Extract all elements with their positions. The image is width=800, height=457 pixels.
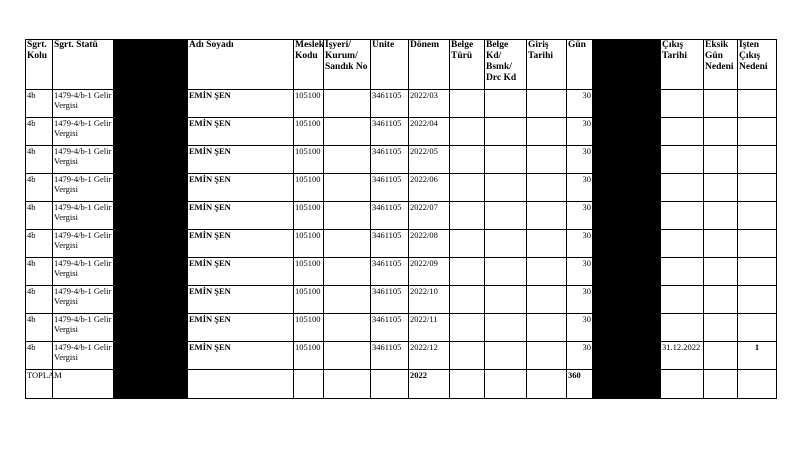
cell-meslek-kodu: 105100: [294, 118, 324, 146]
cell-eksik-gun: [704, 314, 738, 342]
cell-meslek-kodu: 105100: [294, 230, 324, 258]
total-cell: [661, 370, 704, 399]
redacted-header: [593, 40, 661, 90]
table-row: [26, 174, 777, 202]
cell-isten-cikis: [738, 202, 777, 230]
cell-sgrt-kolu: 4b: [26, 230, 53, 258]
cell-sgrt-kolu: 4b: [26, 258, 53, 286]
cell-giris-tarihi: [527, 342, 567, 370]
cell-isyeri: [324, 314, 371, 342]
cell-sgrt-kolu: 4b: [26, 286, 53, 314]
cell-cikis-tarihi: [661, 118, 704, 146]
total-row: [26, 370, 777, 399]
cell-cikis-tarihi: [661, 202, 704, 230]
cell-belge-kd: [485, 314, 527, 342]
cell-sgrt-statu: 1479-4/b-1 Gelir Vergisi: [53, 174, 114, 202]
table-row: [26, 258, 777, 286]
cell-isten-cikis: [738, 174, 777, 202]
cell-donem: 2022/07: [409, 202, 450, 230]
cell-belge-kd: [485, 342, 527, 370]
cell-gun: 30: [567, 202, 593, 230]
cell-isyeri: [324, 174, 371, 202]
cell-meslek-kodu: 105100: [294, 174, 324, 202]
cell-cikis-tarihi: [661, 146, 704, 174]
redacted-cell: [593, 258, 661, 286]
cell-adi-soyadi: EMİN ŞEN: [188, 174, 294, 202]
total-cell: [371, 370, 409, 399]
cell-cikis-tarihi: [661, 174, 704, 202]
table-row: [26, 286, 777, 314]
cell-isyeri: [324, 342, 371, 370]
cell-donem: 2022/12: [409, 342, 450, 370]
cell-giris-tarihi: [527, 90, 567, 118]
cell-isten-cikis: 1: [738, 342, 777, 370]
cell-gun: 30: [567, 258, 593, 286]
cell-belge-turu: [450, 314, 485, 342]
cell-isten-cikis: [738, 286, 777, 314]
cell-donem: 2022/10: [409, 286, 450, 314]
cell-isyeri: [324, 258, 371, 286]
cell-donem: 2022/11: [409, 314, 450, 342]
cell-adi-soyadi: EMİN ŞEN: [188, 202, 294, 230]
total-year: 2022: [409, 370, 450, 399]
cell-adi-soyadi: EMİN ŞEN: [188, 258, 294, 286]
redacted-cell: [593, 118, 661, 146]
cell-eksik-gun: [704, 342, 738, 370]
header-meslek-kodu: Meslek Kodu: [294, 40, 324, 90]
cell-meslek-kodu: 105100: [294, 90, 324, 118]
cell-donem: 2022/06: [409, 174, 450, 202]
header-gun: Gün: [567, 40, 593, 90]
cell-isten-cikis: [738, 118, 777, 146]
redacted-cell: [593, 174, 661, 202]
cell-adi-soyadi: EMİN ŞEN: [188, 146, 294, 174]
table-row: [26, 314, 777, 342]
cell-cikis-tarihi: [661, 258, 704, 286]
cell-belge-kd: [485, 258, 527, 286]
cell-belge-kd: [485, 286, 527, 314]
redacted-cell: [593, 146, 661, 174]
cell-isten-cikis: [738, 146, 777, 174]
cell-sgrt-statu: 1479-4/b-1 Gelir Vergisi: [53, 202, 114, 230]
cell-sgrt-kolu: 4b: [26, 202, 53, 230]
cell-giris-tarihi: [527, 118, 567, 146]
total-cell: [704, 370, 738, 399]
cell-gun: 30: [567, 230, 593, 258]
cell-gun: 30: [567, 118, 593, 146]
header-row: [26, 40, 777, 90]
redacted-cell: [114, 258, 188, 286]
cell-meslek-kodu: 105100: [294, 342, 324, 370]
cell-cikis-tarihi: [661, 90, 704, 118]
cell-meslek-kodu: 105100: [294, 314, 324, 342]
cell-giris-tarihi: [527, 146, 567, 174]
cell-adi-soyadi: EMİN ŞEN: [188, 342, 294, 370]
cell-eksik-gun: [704, 118, 738, 146]
cell-sgrt-statu: 1479-4/b-1 Gelir Vergisi: [53, 342, 114, 370]
table-row: [26, 146, 777, 174]
cell-meslek-kodu: 105100: [294, 258, 324, 286]
cell-belge-turu: [450, 146, 485, 174]
redacted-cell: [114, 90, 188, 118]
redacted-cell: [593, 314, 661, 342]
cell-isten-cikis: [738, 314, 777, 342]
cell-belge-kd: [485, 118, 527, 146]
cell-giris-tarihi: [527, 258, 567, 286]
cell-unite: 3461105: [371, 342, 409, 370]
cell-belge-kd: [485, 146, 527, 174]
cell-unite: 3461105: [371, 146, 409, 174]
cell-belge-turu: [450, 286, 485, 314]
header-donem: Dönem: [409, 40, 450, 90]
cell-meslek-kodu: 105100: [294, 146, 324, 174]
cell-isyeri: [324, 118, 371, 146]
redacted-cell: [593, 286, 661, 314]
cell-sgrt-statu: 1479-4/b-1 Gelir Vergisi: [53, 146, 114, 174]
cell-unite: 3461105: [371, 90, 409, 118]
table-row: [26, 230, 777, 258]
cell-gun: 30: [567, 90, 593, 118]
cell-eksik-gun: [704, 174, 738, 202]
header-belge-kd: Belge Kd/ Bsmk/ Drc Kd: [485, 40, 527, 90]
cell-unite: 3461105: [371, 230, 409, 258]
cell-eksik-gun: [704, 146, 738, 174]
redacted-cell: [114, 202, 188, 230]
cell-cikis-tarihi: [661, 230, 704, 258]
cell-belge-turu: [450, 258, 485, 286]
cell-isyeri: [324, 146, 371, 174]
total-cell: [527, 370, 567, 399]
cell-meslek-kodu: 105100: [294, 286, 324, 314]
total-cell: [485, 370, 527, 399]
cell-isten-cikis: [738, 230, 777, 258]
cell-belge-turu: [450, 342, 485, 370]
cell-belge-turu: [450, 230, 485, 258]
cell-unite: 3461105: [371, 314, 409, 342]
redacted-cell: [114, 314, 188, 342]
cell-adi-soyadi: EMİN ŞEN: [188, 118, 294, 146]
cell-sgrt-kolu: 4b: [26, 314, 53, 342]
cell-donem: 2022/09: [409, 258, 450, 286]
cell-isyeri: [324, 230, 371, 258]
cell-isyeri: [324, 90, 371, 118]
cell-giris-tarihi: [527, 286, 567, 314]
total-cell: [450, 370, 485, 399]
table-body: [26, 90, 777, 370]
cell-donem: 2022/05: [409, 146, 450, 174]
cell-sgrt-statu: 1479-4/b-1 Gelir Vergisi: [53, 230, 114, 258]
cell-sgrt-statu: 1479-4/b-1 Gelir Vergisi: [53, 258, 114, 286]
cell-isyeri: [324, 286, 371, 314]
header-isyeri: İşyeri/ Kurum/ Sandık No: [324, 40, 371, 90]
redacted-cell: [114, 118, 188, 146]
cell-belge-kd: [485, 90, 527, 118]
total-cell: [324, 370, 371, 399]
cell-eksik-gun: [704, 230, 738, 258]
cell-sgrt-statu: 1479-4/b-1 Gelir Vergisi: [53, 286, 114, 314]
cell-giris-tarihi: [527, 314, 567, 342]
cell-sgrt-statu: 1479-4/b-1 Gelir Vergisi: [53, 314, 114, 342]
cell-isten-cikis: [738, 258, 777, 286]
header-cikis-tarihi: Çıkış Tarihi: [661, 40, 704, 90]
total-cell: [738, 370, 777, 399]
redacted-cell: [593, 90, 661, 118]
cell-adi-soyadi: EMİN ŞEN: [188, 286, 294, 314]
total-gun: 360: [567, 370, 593, 399]
cell-gun: 30: [567, 314, 593, 342]
cell-giris-tarihi: [527, 202, 567, 230]
cell-sgrt-kolu: 4b: [26, 146, 53, 174]
cell-gun: 30: [567, 286, 593, 314]
cell-eksik-gun: [704, 258, 738, 286]
cell-isten-cikis: [738, 90, 777, 118]
cell-unite: 3461105: [371, 202, 409, 230]
cell-belge-turu: [450, 174, 485, 202]
header-giris-tarihi: Giriş Tarihi: [527, 40, 567, 90]
table-row: [26, 342, 777, 370]
redacted-cell: [593, 230, 661, 258]
cell-adi-soyadi: EMİN ŞEN: [188, 314, 294, 342]
cell-belge-kd: [485, 202, 527, 230]
redacted-cell: [593, 370, 661, 399]
cell-donem: 2022/08: [409, 230, 450, 258]
cell-sgrt-statu: 1479-4/b-1 Gelir Vergisi: [53, 118, 114, 146]
redacted-cell: [593, 202, 661, 230]
header-belge-turu: Belge Türü: [450, 40, 485, 90]
redacted-cell: [114, 370, 188, 399]
cell-cikis-tarihi: [661, 286, 704, 314]
cell-sgrt-kolu: 4b: [26, 174, 53, 202]
cell-adi-soyadi: EMİN ŞEN: [188, 230, 294, 258]
cell-eksik-gun: [704, 286, 738, 314]
cell-cikis-tarihi: [661, 314, 704, 342]
cell-isyeri: [324, 202, 371, 230]
cell-eksik-gun: [704, 90, 738, 118]
cell-adi-soyadi: EMİN ŞEN: [188, 90, 294, 118]
cell-unite: 3461105: [371, 174, 409, 202]
cell-belge-kd: [485, 230, 527, 258]
cell-sgrt-kolu: 4b: [26, 342, 53, 370]
redacted-cell: [114, 146, 188, 174]
cell-sgrt-kolu: 4b: [26, 118, 53, 146]
header-sgrt-kolu: Sgrt. Kolu: [26, 40, 53, 90]
cell-donem: 2022/03: [409, 90, 450, 118]
header-eksik-gun: Eksik Gün Nedeni: [704, 40, 738, 90]
cell-sgrt-kolu: 4b: [26, 90, 53, 118]
redacted-cell: [114, 286, 188, 314]
insurance-record-table: [25, 39, 777, 399]
cell-unite: 3461105: [371, 286, 409, 314]
cell-eksik-gun: [704, 202, 738, 230]
cell-giris-tarihi: [527, 230, 567, 258]
total-label: TOPLAM: [26, 370, 53, 399]
cell-sgrt-statu: 1479-4/b-1 Gelir Vergisi: [53, 90, 114, 118]
redacted-cell: [114, 174, 188, 202]
header-sgrt-statu: Sgrt. Statü: [53, 40, 114, 90]
cell-gun: 30: [567, 146, 593, 174]
cell-cikis-tarihi: 31.12.2022: [661, 342, 704, 370]
cell-unite: 3461105: [371, 118, 409, 146]
redacted-cell: [114, 342, 188, 370]
header-isten-cikis: İşten Çıkış Nedeni: [738, 40, 777, 90]
cell-unite: 3461105: [371, 258, 409, 286]
table-row: [26, 202, 777, 230]
cell-gun: 30: [567, 342, 593, 370]
total-cell: [188, 370, 294, 399]
cell-meslek-kodu: 105100: [294, 202, 324, 230]
cell-gun: 30: [567, 174, 593, 202]
cell-donem: 2022/04: [409, 118, 450, 146]
table-row: [26, 90, 777, 118]
header-adi-soyadi: Adı Soyadı: [188, 40, 294, 90]
cell-belge-turu: [450, 90, 485, 118]
cell-giris-tarihi: [527, 174, 567, 202]
redacted-cell: [593, 342, 661, 370]
redacted-header: [114, 40, 188, 90]
cell-belge-kd: [485, 174, 527, 202]
total-cell: [294, 370, 324, 399]
cell-belge-turu: [450, 202, 485, 230]
cell-belge-turu: [450, 118, 485, 146]
redacted-cell: [114, 230, 188, 258]
header-unite: Ünite: [371, 40, 409, 90]
table-row: [26, 118, 777, 146]
